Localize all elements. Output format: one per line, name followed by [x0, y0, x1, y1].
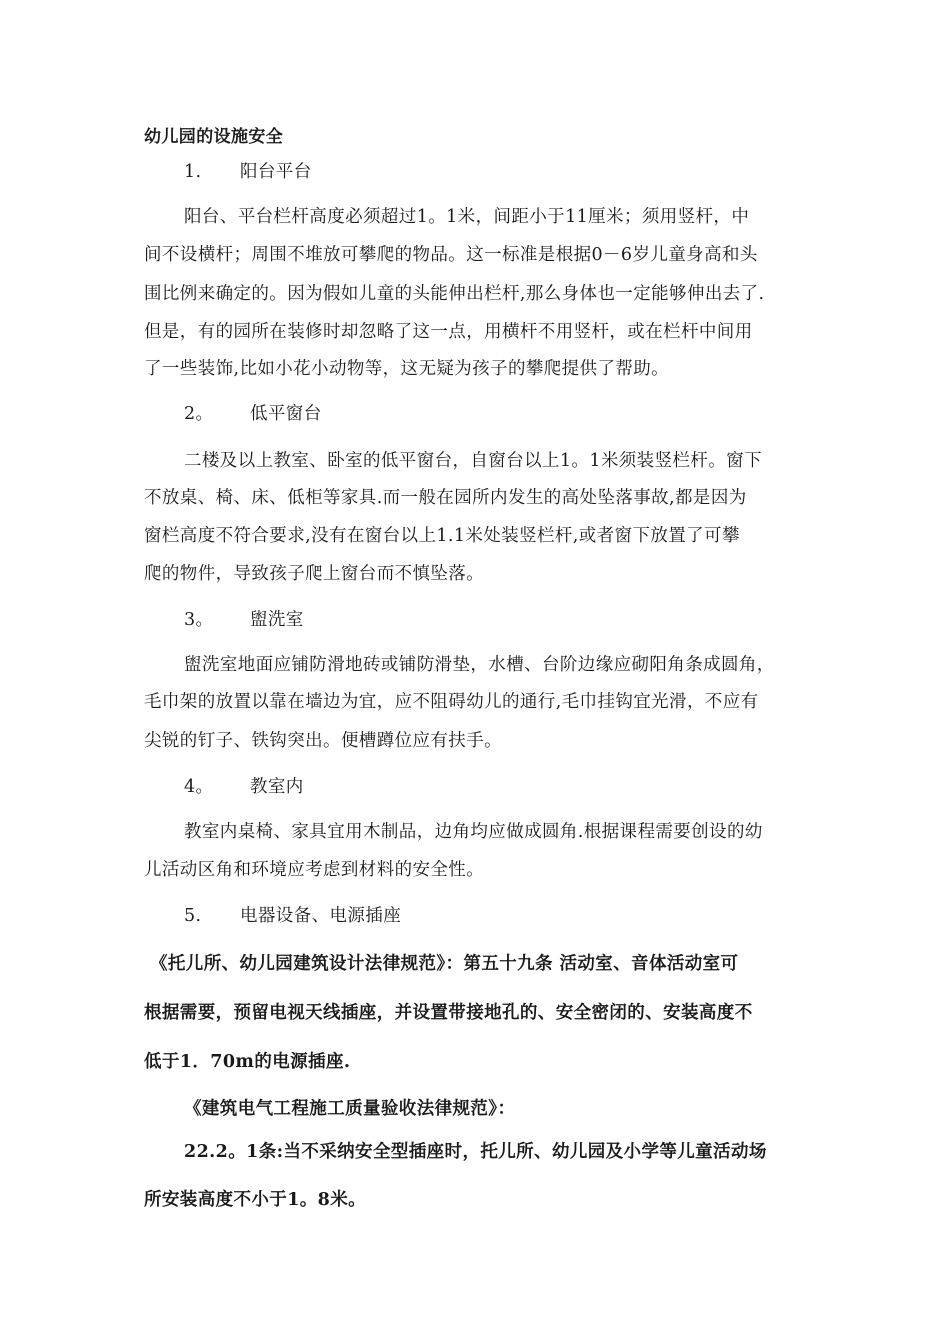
page-title: 幼儿园的设施安全: [144, 127, 284, 147]
paragraph-line: 围比例来确定的。因为假如儿童的头能伸出栏杆,那么身体也一定能够伸出去了.: [144, 284, 765, 304]
paragraph-line: 但是，有的园所在装修时却忽略了这一点，用横杆不用竖杆，或在栏杆中间用: [144, 322, 753, 342]
paragraph-line: 根据需要，预留电视天线插座，并设置带接地孔的、安全密闭的、安装高度不: [144, 1003, 753, 1023]
paragraph-line: 教室内桌椅、家具宜用木制品，边角均应做成圆角.根据课程需要创设的幼: [184, 822, 763, 842]
section-number: 3。: [184, 610, 214, 630]
section-number: 4。: [184, 777, 214, 797]
section-heading: [184, 402, 322, 426]
paragraph-line: 尖锐的钉子、铁钩突出。便槽蹲位应有扶手。: [144, 731, 502, 751]
paragraph-line: 儿活动区角和环境应考虑到材料的安全性。: [144, 860, 485, 880]
section-title: 低平窗台: [250, 404, 322, 424]
section-number: 2。: [184, 404, 214, 424]
paragraph-line: 所安装高度不小于1。8米。: [144, 1190, 367, 1210]
paragraph-line: 低于1．70m的电源插座.: [144, 1052, 351, 1072]
section-number: 1.: [184, 162, 202, 182]
paragraph-line: 了一些装饰,比如小花小动物等，这无疑为孩子的攀爬提供了帮助。: [144, 359, 670, 379]
section-title: 阳台平台: [240, 162, 312, 182]
paragraph-line: 二楼及以上教室、卧室的低平窗台，自窗台以上1。1米须装竖栏杆。窗下: [184, 451, 762, 471]
paragraph-line: 毛巾架的放置以靠在墙边为宜，应不阻碍幼儿的通行,毛巾挂钩宜光滑，不应有: [144, 692, 759, 712]
paragraph-line: 阳台、平台栏杆高度必须超过1。1米，间距小于11厘米；须用竖杆，中: [184, 207, 750, 227]
paragraph-line: 《托儿所、幼儿园建筑设计法律规范》：第五十九条 活动室、音体活动室可: [150, 954, 739, 974]
section-title: 教室内: [250, 777, 304, 797]
paragraph-line: 间不设横杆；周围不堆放可攀爬的物品。这一标准是根据0－6岁儿童身高和头: [144, 245, 758, 265]
section-title: 盥洗室: [250, 610, 304, 630]
paragraph-line: 盥洗室地面应铺防滑地砖或铺防滑垫，水槽、台阶边缘应砌阳角条成圆角，: [184, 655, 775, 675]
section-heading: [184, 160, 312, 184]
section-number: 5.: [184, 906, 202, 926]
section-heading: [184, 775, 304, 799]
paragraph-line: 爬的物件，导致孩子爬上窗台而不慎坠落。: [144, 564, 485, 584]
paragraph-line: 不放桌、椅、床、低柜等家具.而一般在园所内发生的高处坠落事故,都是因为: [144, 488, 747, 508]
paragraph-line: 《建筑电气工程施工质量验收法律规范》：: [184, 1099, 516, 1119]
section-heading: [184, 608, 304, 632]
section-heading: [184, 904, 401, 928]
paragraph-line: 22.2。1条:当不采纳安全型插座时，托儿所、幼儿园及小学等儿童活动场: [184, 1142, 767, 1162]
section-title: 电器设备、电源插座: [240, 906, 402, 926]
paragraph-line: 窗栏高度不符合要求,没有在窗台以上1.1米处装竖栏杆,或者窗下放置了可攀: [144, 526, 740, 546]
